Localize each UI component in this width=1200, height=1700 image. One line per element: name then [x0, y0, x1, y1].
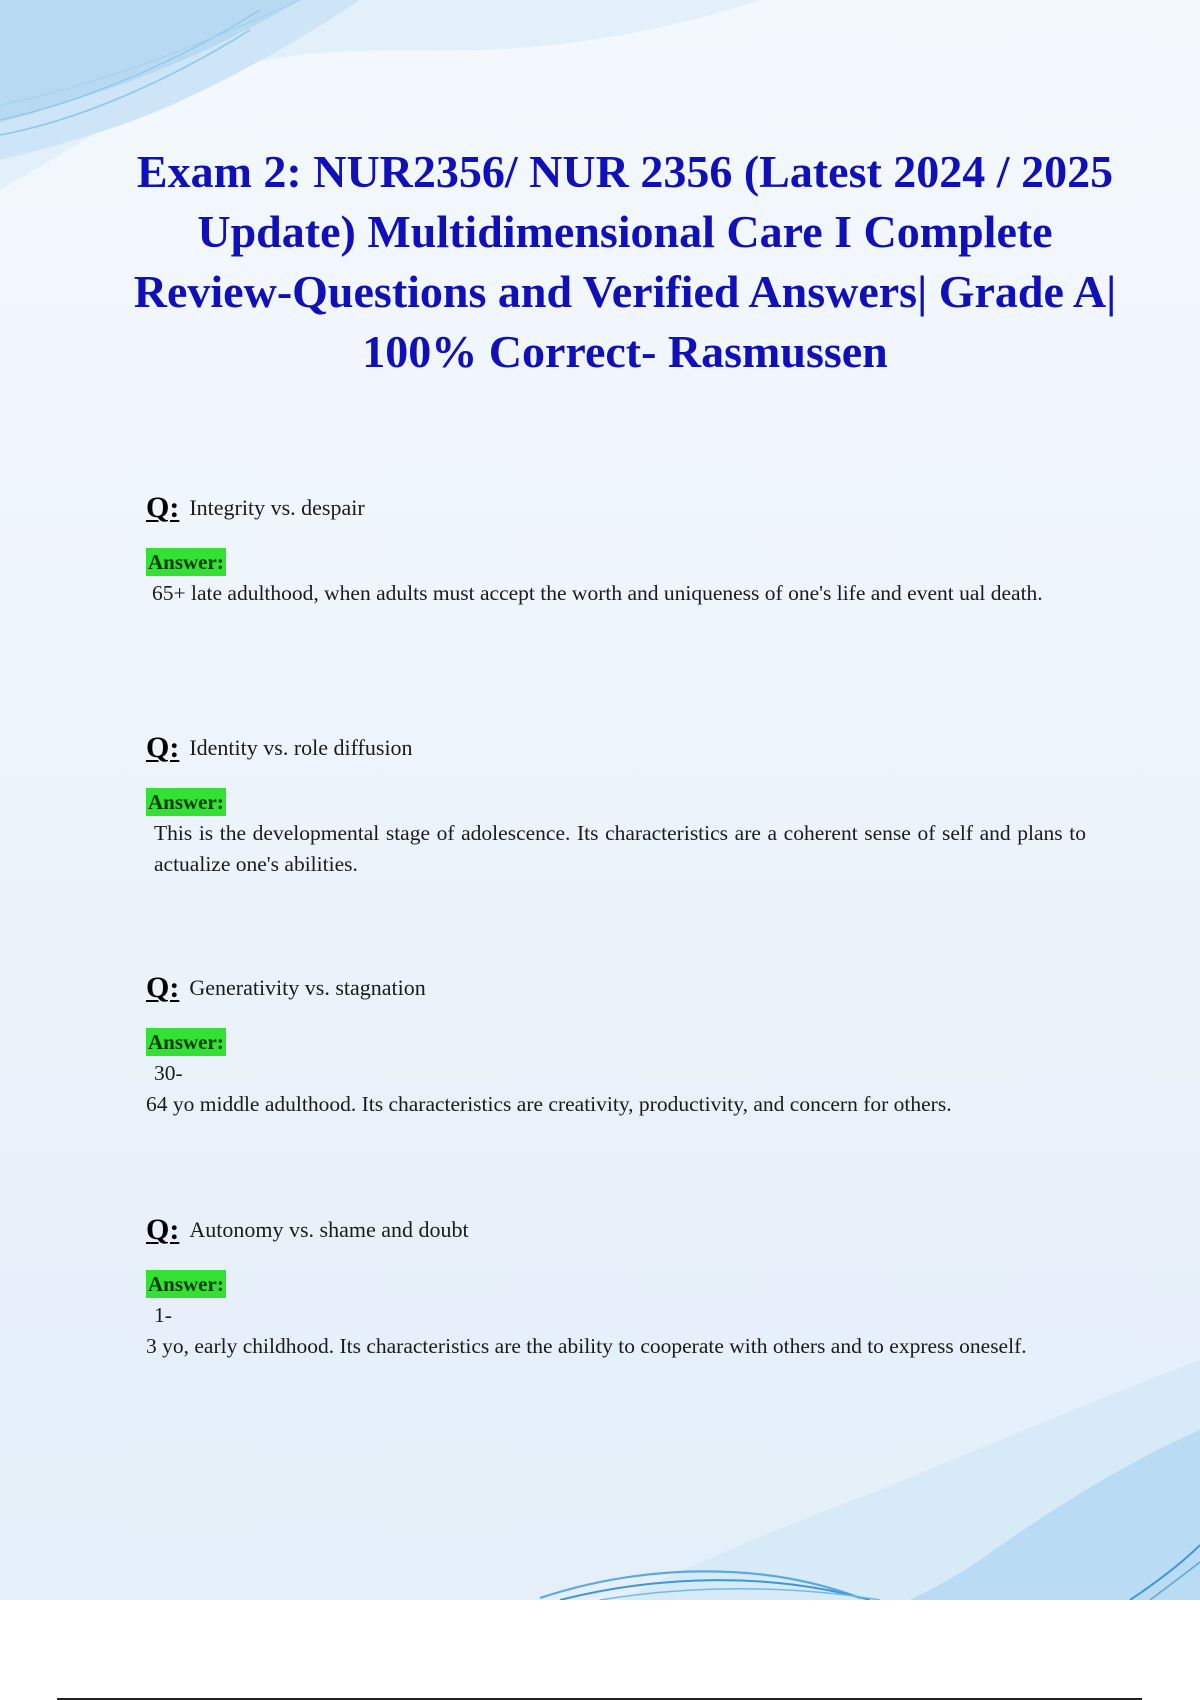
answer-line: 64 yo middle adulthood. Its characteristics are creativity, productivity, and concern for others. — [146, 1092, 952, 1116]
answer-line: 1- — [154, 1303, 172, 1327]
answer-line: 30- — [154, 1061, 183, 1085]
question-row — [146, 488, 1086, 528]
answer-label: Answer: — [148, 550, 224, 574]
answer-text — [146, 578, 1086, 609]
question-row — [146, 728, 1086, 768]
answer-text — [146, 1300, 1086, 1362]
question-label: Q: — [146, 731, 180, 764]
qa-item — [146, 728, 1086, 880]
question-row — [146, 968, 1086, 1008]
question-text: Generativity vs. stagnation — [189, 975, 426, 1000]
answer-label: Answer: — [148, 1272, 224, 1296]
question-label: Q: — [146, 1213, 180, 1246]
answer-line: 65+ late adulthood, when adults must accept the worth and uniqueness of one's life and event ual death. — [152, 581, 1043, 605]
answer-label: Answer: — [148, 1030, 224, 1054]
qa-item — [146, 968, 1086, 1120]
answer-label: Answer: — [148, 790, 224, 814]
answer-line: This is the developmental stage of adolescence. Its characteristics are a coherent sense of self and plans to actualize one's abilities. — [154, 821, 1086, 876]
question-text: Integrity vs. despair — [189, 495, 365, 520]
question-label: Q: — [146, 971, 180, 1004]
question-text: Autonomy vs. shame and doubt — [189, 1217, 469, 1242]
qa-item — [146, 1210, 1086, 1362]
answer-line: 3 yo, early childhood. Its characteristics are the ability to cooperate with others and to express oneself. — [146, 1334, 1027, 1358]
qa-item — [146, 488, 1086, 609]
answer-text — [146, 1058, 1086, 1120]
document-title: Exam 2: NUR2356/ NUR 2356 (Latest 2024 / 2025 Update) Multidimensional Care I Complete Review-Questions and Verified Answers| Grade A| 100% Correct- Rasmussen — [133, 146, 1117, 377]
answer-text — [146, 818, 1086, 880]
question-text: Identity vs. role diffusion — [189, 735, 413, 760]
question-label: Q: — [146, 491, 180, 524]
question-row — [146, 1210, 1086, 1250]
